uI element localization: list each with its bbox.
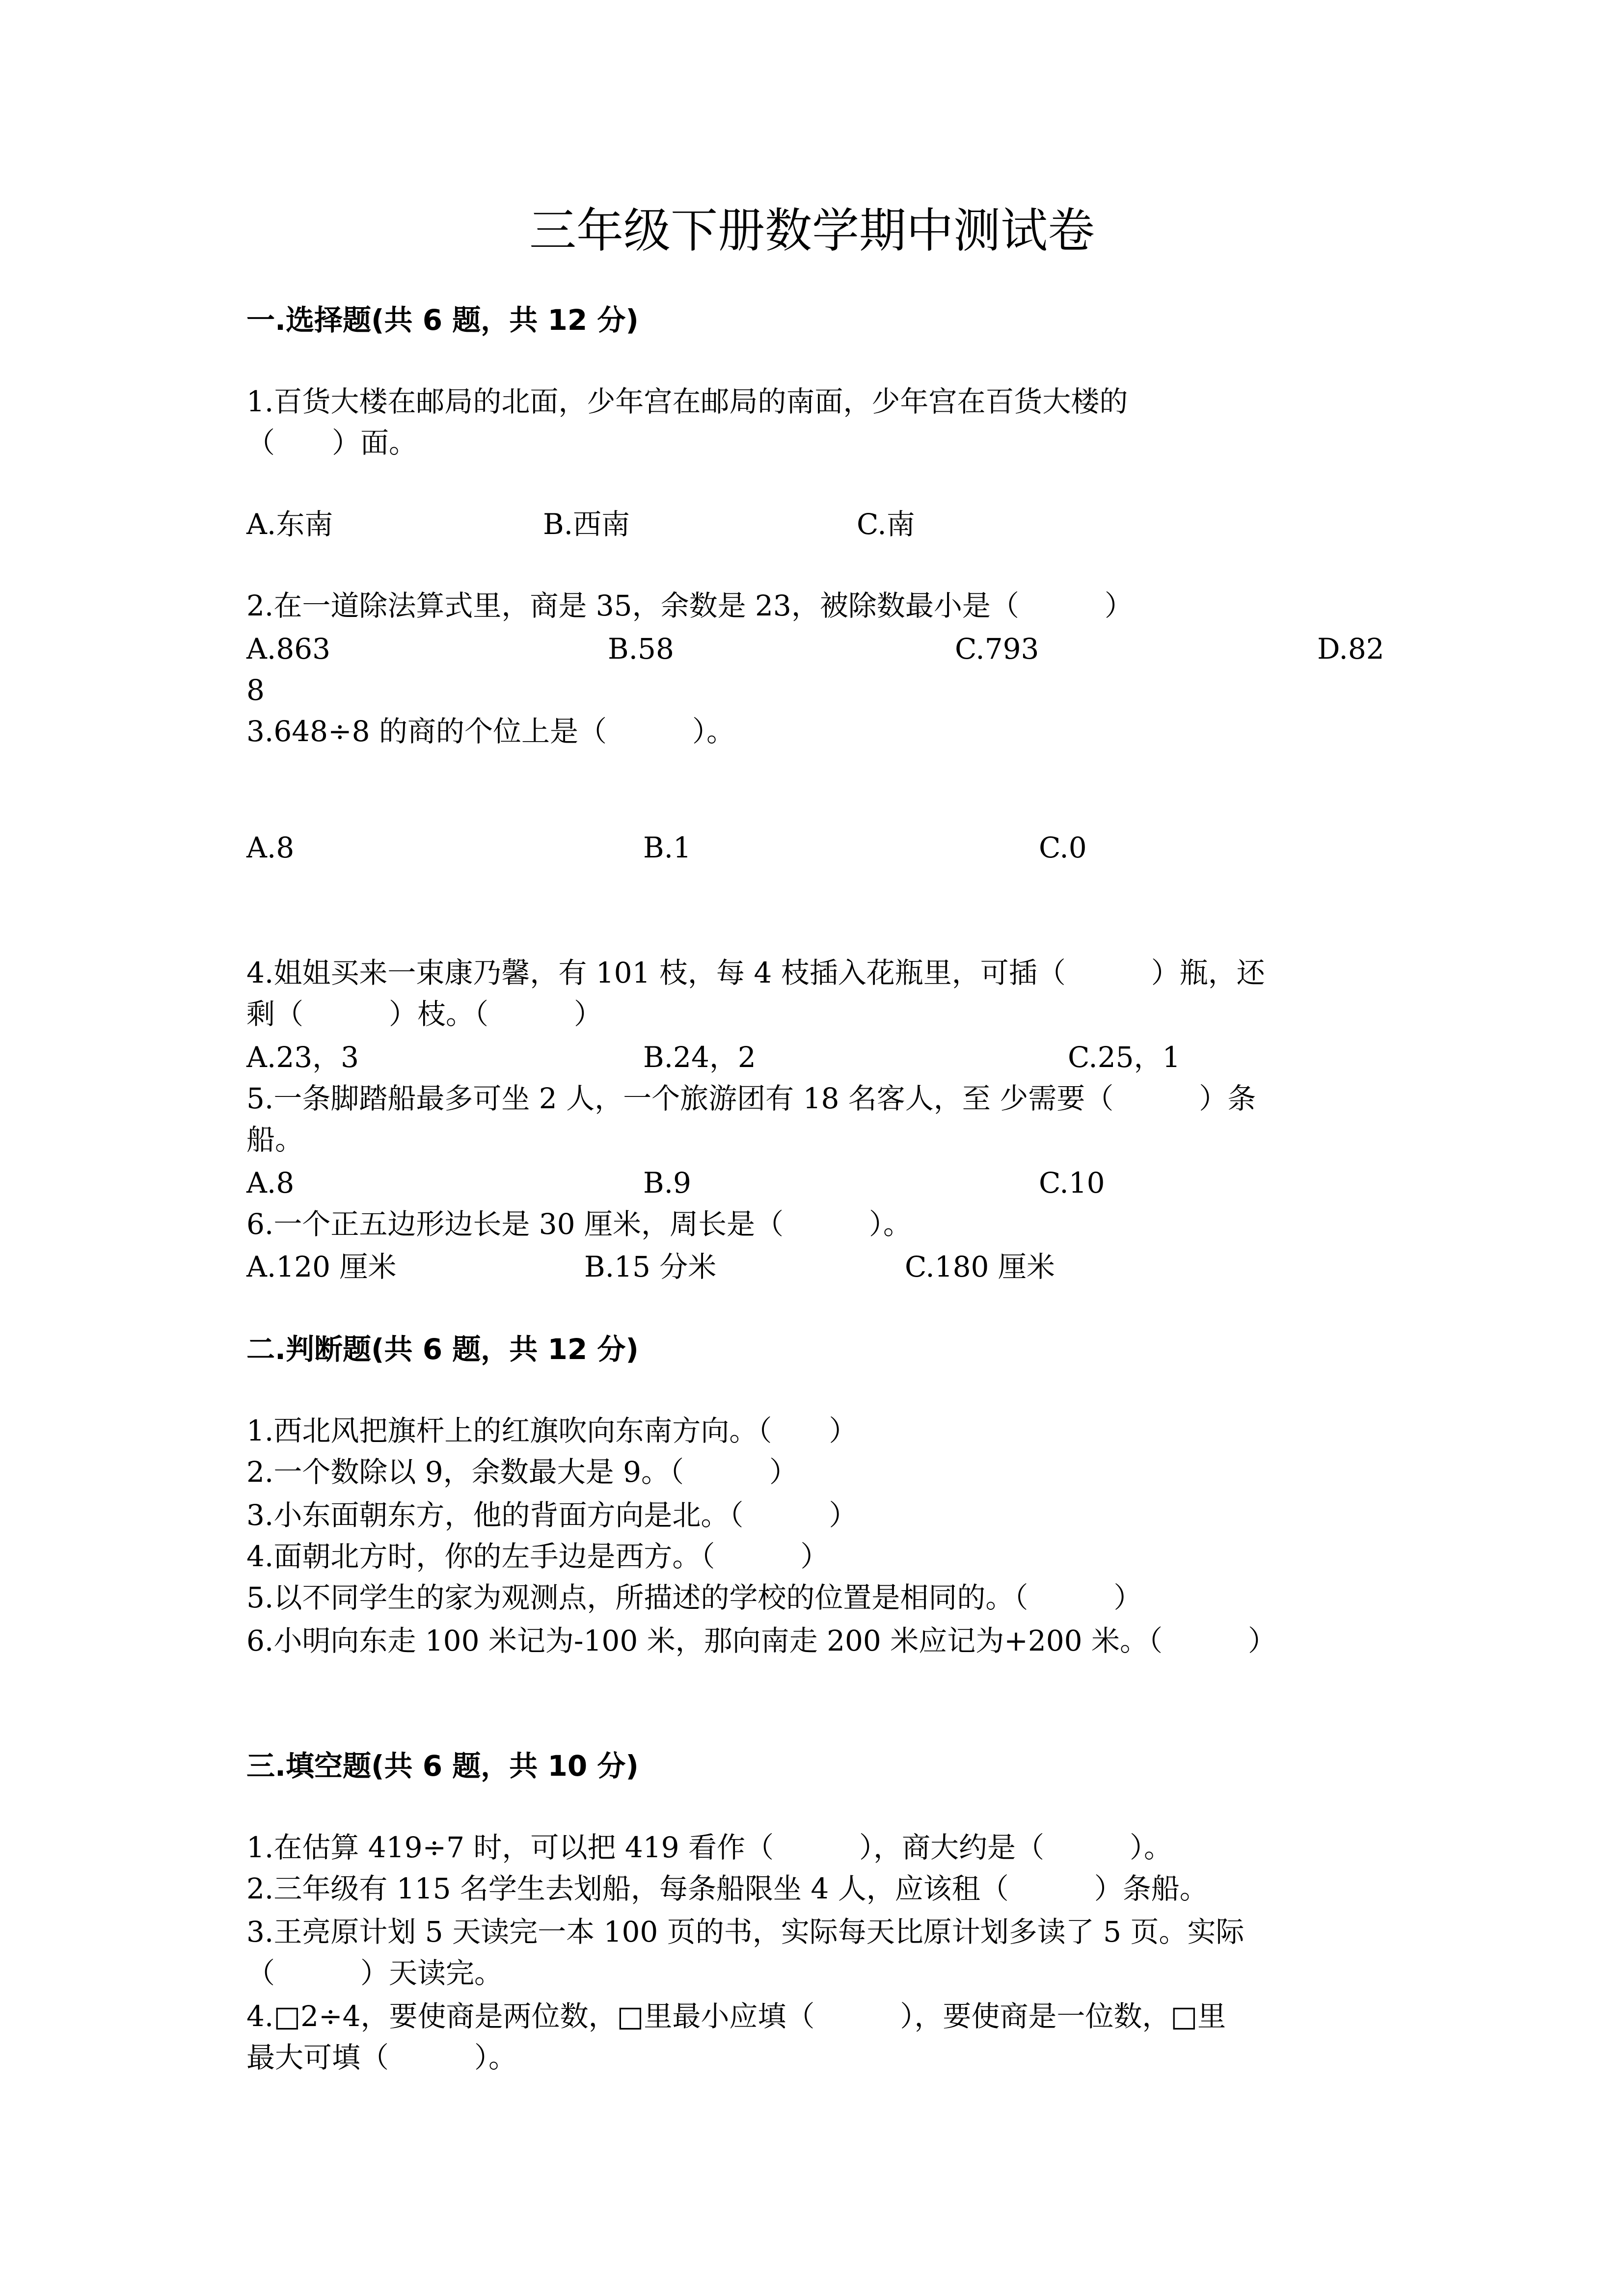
judge-item: 5.以不同学生的家为观测点，所描述的学校的位置是相同的。（ ） — [246, 1581, 1142, 1614]
question-text: 3.648÷8 的商的个位上是（ ）。 — [246, 715, 735, 748]
question-text: 2.在一道除法算式里，商是 35，余数是 23，被除数最小是（ ） — [246, 589, 1133, 622]
fill-item: 3.王亮原计划 5 天读完一本 100 页的书，实际每天比原计划多读了 5 页。实际 — [246, 1915, 1245, 1949]
question-text: （ ）面。 — [246, 426, 418, 459]
option-b: B.9 — [643, 1166, 691, 1200]
judge-item: 2.一个数除以 9，余数最大是 9。（ ） — [246, 1455, 798, 1489]
option-c: C.180 厘米 — [905, 1250, 1055, 1283]
judge-item: 3.小东面朝东方，他的背面方向是北。（ ） — [246, 1498, 858, 1532]
option-a: A.8 — [246, 831, 295, 864]
option-a: A.8 — [246, 1166, 295, 1200]
question-text: 剩（ ）枝。（ ） — [246, 997, 603, 1031]
fill-item: 4.□2÷4，要使商是两位数，□里最小应填（ ），要使商是一位数，□里 — [246, 2000, 1226, 2033]
page-title: 三年级下册数学期中测试卷 — [529, 203, 1095, 258]
option-c: C.10 — [1039, 1166, 1105, 1200]
option-a: A.120 厘米 — [246, 1250, 397, 1283]
judge-item: 4.面朝北方时，你的左手边是西方。（ ） — [246, 1540, 829, 1573]
judge-item: 6.小明向东走 100 米记为-100 米，那向南走 200 米应记为+200 米。（ ） — [246, 1624, 1276, 1657]
question-text: 4.姐姐买来一束康乃馨，有 101 枝，每 4 枝插入花瓶里，可插（ ）瓶，还 — [246, 956, 1265, 989]
question-text: 5.一条脚踏船最多可坐 2 人，一个旅游团有 18 名客人，至 少需要（ ）条 — [246, 1082, 1256, 1115]
judge-item: 1.西北风把旗杆上的红旗吹向东南方向。（ ） — [246, 1414, 858, 1447]
option-b: B.1 — [643, 831, 691, 864]
option-b: B.24，2 — [643, 1041, 756, 1074]
option-c: C.25，1 — [1068, 1041, 1181, 1074]
option-a: A.23，3 — [246, 1041, 359, 1074]
fill-item: 2.三年级有 115 名学生去划船，每条船限坐 4 人，应该租（ ）条船。 — [246, 1872, 1208, 1905]
fill-item: 最大可填（ ）。 — [246, 2041, 517, 2074]
section-heading-judge: 二.判断题(共 6 题，共 12 分) — [246, 1333, 639, 1366]
fill-item: 1.在估算 419÷7 时，可以把 419 看作（ ），商大约是（ ）。 — [246, 1831, 1172, 1864]
section-heading-choice: 一.选择题(共 6 题，共 12 分) — [246, 303, 639, 337]
option-d-wrap: 8 — [246, 673, 265, 707]
question-text: 船。 — [246, 1123, 304, 1156]
question-text: 6.一个正五边形边长是 30 厘米，周长是（ ）。 — [246, 1207, 912, 1241]
option-c: C.793 — [955, 632, 1039, 666]
option-d: D.82 — [1317, 632, 1384, 666]
question-text: 1.百货大楼在邮局的北面，少年宫在邮局的南面，少年宫在百货大楼的 — [246, 385, 1128, 418]
option-c: C.南 — [857, 507, 915, 541]
option-b: B.58 — [608, 632, 674, 666]
option-b: B.西南 — [543, 507, 630, 541]
section-heading-fill: 三.填空题(共 6 题，共 10 分) — [246, 1749, 639, 1783]
option-b: B.15 分米 — [584, 1250, 717, 1283]
option-a: A.东南 — [246, 507, 333, 541]
fill-item: （ ）天读完。 — [246, 1956, 503, 1990]
option-a: A.863 — [246, 632, 331, 666]
option-c: C.0 — [1039, 831, 1087, 864]
